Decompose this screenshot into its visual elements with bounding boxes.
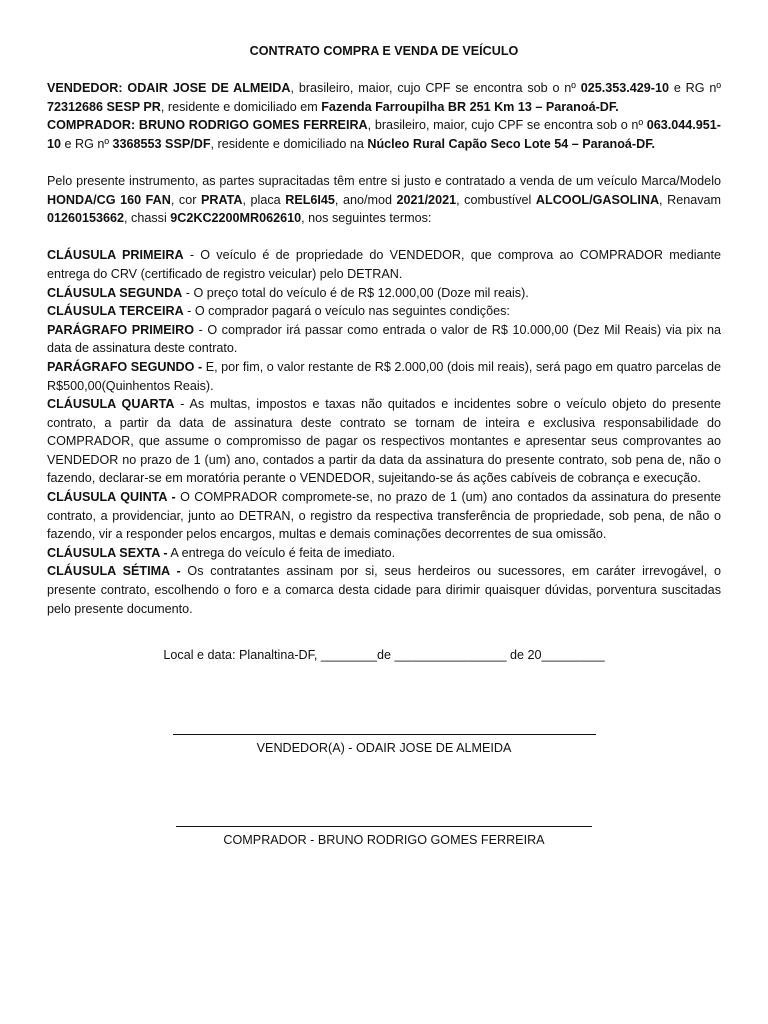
buyer-text: , residente e domiciliado na (210, 136, 368, 151)
seller-text: , residente e domiciliado em (160, 99, 322, 114)
clause-6 (47, 544, 721, 563)
paragraph-gap (47, 228, 721, 247)
clause-label: PARÁGRAFO SEGUNDO - (47, 359, 203, 374)
buyer-label: COMPRADOR: BRUNO RODRIGO GOMES FERREIRA (47, 118, 368, 133)
intro-text: , ano/mod (334, 192, 397, 207)
clause-label: CLÁUSULA SEGUNDA (47, 285, 183, 300)
buyer-cpf: 063.044.951-10 (47, 118, 721, 151)
clause-text: - As multas, impostos e taxas não quitados e incidentes sobre o veículo objeto do presente contrato, a partir da data de assinatura deste contrato se tornam de inteira e exclusiva responsabilidade do COMPRADOR, que assume o compromisso de pagar os respectivos montantes e apresentar seus comprovantes ao VENDEDOR no prazo de 1 (um) ano, contados a partir da data da assinatura do presente contrato, sob pena de, não o fazendo, declarar-se em moratória perante o VENDEDOR, sujeitando-se ás ações cabíveis de cobrança e execução. (47, 397, 721, 486)
buyer-text: , brasileiro, maior, cujo CPF se encontra sob o nº (367, 118, 647, 133)
seller-cpf: 025.353.429-10 (580, 81, 669, 95)
buyer-paragraph (47, 116, 721, 153)
clause-text: - O preço total do veículo é de R$ 12.000,00 (Doze mil reais). (182, 285, 529, 300)
clause-1 (47, 246, 721, 283)
vehicle-fuel: ALCOOL/GASOLINA (535, 192, 660, 207)
clause-text: - O comprador irá passar como entrada o valor de R$ 10.000,00 (Dez Mil Reais) via pix na data de assinatura deste contrato. (47, 322, 721, 356)
vehicle-plate: REL6I45 (285, 192, 335, 207)
buyer-rg: 3368553 SSP/DF (112, 136, 211, 151)
seller-label: VENDEDOR: ODAIR JOSE DE ALMEIDA (47, 81, 291, 95)
seller-address: Fazenda Farroupilha BR 251 Km 13 – Paranoá-DF. (321, 99, 619, 114)
clause-label: PARÁGRAFO PRIMEIRO (47, 322, 195, 337)
intro-text: , placa (242, 192, 286, 207)
clause-label: CLÁUSULA PRIMEIRA (47, 248, 184, 263)
seller-rg: 72312686 SESP PR (47, 99, 161, 114)
paragraph-1 (47, 321, 721, 358)
paragraph-gap (47, 153, 721, 172)
vehicle-year: 2021/2021 (396, 192, 457, 207)
clause-2 (47, 284, 721, 303)
place-and-date: Local e data: Planaltina-DF, ________de ________________ de 20_________ (163, 648, 605, 662)
buyer-signature-line (176, 826, 592, 827)
vehicle-color: PRATA (200, 192, 243, 207)
buyer-text: e RG nº (61, 136, 113, 151)
clause-text: - O comprador pagará o veículo nas seguintes condições: (183, 304, 510, 319)
clause-5 (47, 488, 721, 544)
intro-paragraph (47, 172, 721, 228)
intro-text: Pelo presente instrumento, as partes supracitadas têm entre si justo e contratado a venda de um veículo Marca/Modelo (47, 173, 721, 188)
vehicle-model: HONDA/CG 160 FAN (47, 192, 171, 207)
contract-body (47, 79, 721, 618)
intro-text: , Renavam (659, 192, 721, 207)
vehicle-renavam: 01260153662 (47, 211, 125, 226)
intro-text: , combustível (456, 192, 536, 207)
clause-label: CLÁUSULA TERCEIRA (47, 304, 184, 319)
vehicle-chassis: 9C2KC2200MR062610 (170, 211, 302, 226)
seller-text: , brasileiro, maior, cujo CPF se encontra sob o nº (290, 81, 581, 95)
clause-text: - O veículo é de propriedade do VENDEDOR, que comprova ao COMPRADOR mediante entrega do CRV (certificado de registro veicular) pelo DETRAN. (47, 248, 722, 281)
buyer-signature-label: COMPRADOR - BRUNO RODRIGO GOMES FERREIRA (223, 833, 545, 847)
seller-signature-line (173, 734, 596, 735)
intro-text: , chassi (124, 211, 171, 226)
paragraph-2 (47, 358, 721, 395)
intro-text: , nos seguintes termos: (301, 211, 432, 226)
clause-label: CLÁUSULA QUARTA (47, 397, 175, 412)
intro-text: , cor (170, 192, 201, 207)
clause-3 (47, 302, 721, 321)
clause-label: CLÁUSULA QUINTA - (47, 490, 176, 505)
clause-text: E, por fim, o valor restante de R$ 2.000,00 (dois mil reais), será pago em quatro parcelas de R$500,00(Quinhentos Reais). (47, 359, 721, 393)
clause-7 (47, 562, 721, 618)
clause-label: CLÁUSULA SÉTIMA - (47, 564, 181, 579)
buyer-address: Núcleo Rural Capão Seco Lote 54 – Paranoá-DF. (367, 136, 655, 151)
clause-text: A entrega do veículo é feita de imediato. (167, 545, 396, 560)
document-title: CONTRATO COMPRA E VENDA DE VEÍCULO (249, 44, 519, 58)
clause-4 (47, 395, 721, 488)
seller-paragraph (47, 79, 721, 116)
seller-text: e RG nº (669, 81, 722, 95)
clause-text: Os contratantes assinam por si, seus herdeiros ou sucessores, em caráter irrevogável, o presente contrato, escolhendo o foro e a comarca desta cidade para dirimir quaisquer dúvidas, porventura suscitadas pelo presente documento. (47, 564, 721, 616)
clause-label: CLÁUSULA SEXTA - (47, 545, 168, 560)
clause-text: O COMPRADOR compromete-se, no prazo de 1 (um) ano contados da assinatura do presente contrato, a providenciar, junto ao DETRAN, o registro da respectiva transferência de propriedade, sob pena, de não o fazendo, vir a responder pelos encargos, multas e demais cominações decorrentes de sua omissão. (47, 490, 721, 542)
seller-signature-label: VENDEDOR(A) - ODAIR JOSE DE ALMEIDA (256, 741, 512, 755)
